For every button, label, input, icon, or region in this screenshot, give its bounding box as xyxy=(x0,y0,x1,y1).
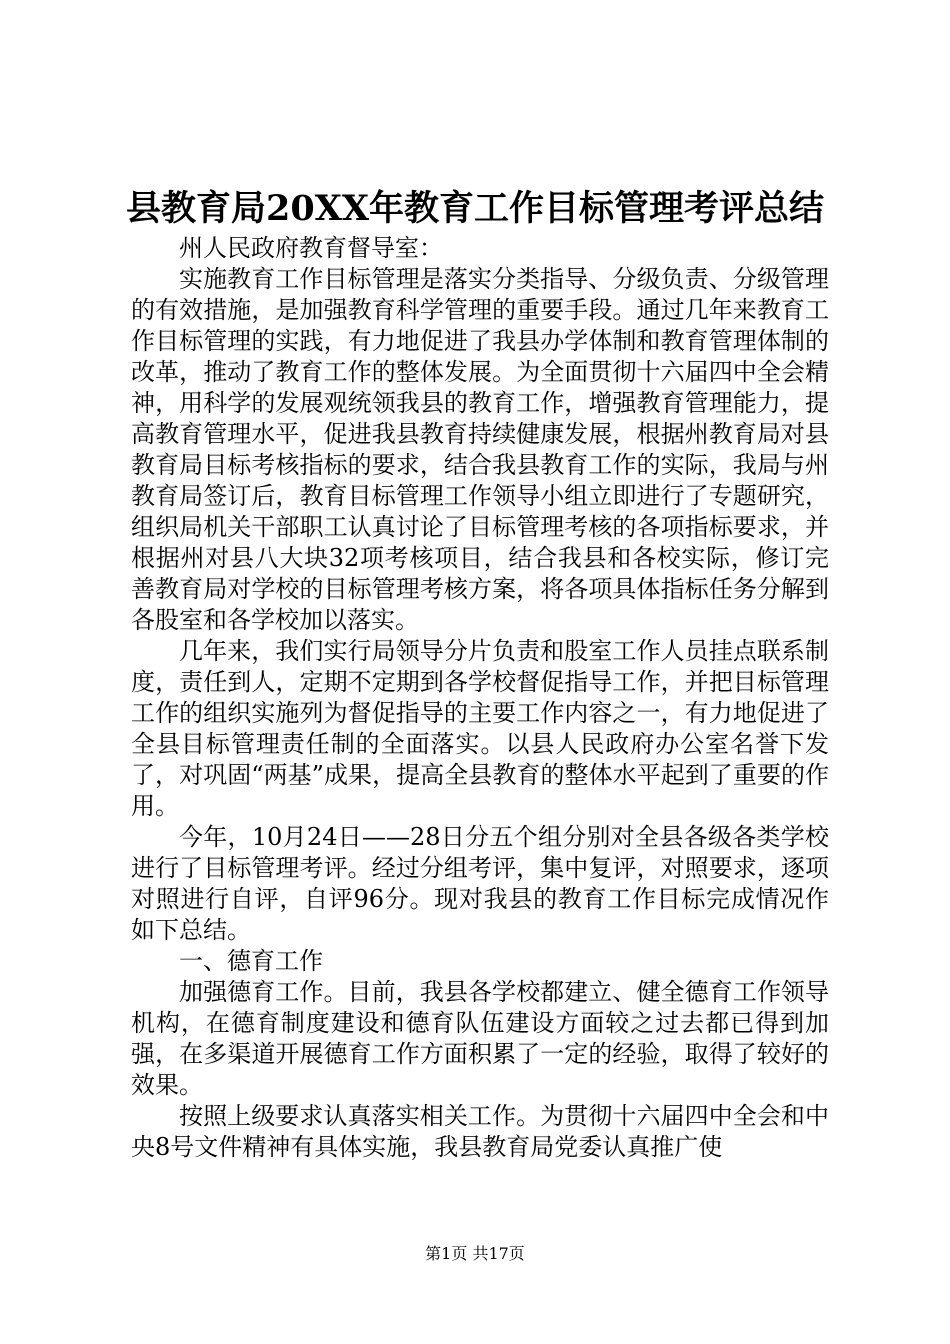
salutation: 州人民政府教育督导室： xyxy=(179,234,443,262)
page-footer: 第1页 共17页 xyxy=(425,1244,525,1263)
section-heading: 一、德育工作 xyxy=(179,947,323,975)
body-paragraph: 今年，10月24日——28日分五个组分别对全县各级各类学校进行了目标管理考评。经过分组考评，集中复评，对照要求，逐项对照进行自评，自评96分。现对我县的教育工作目标完成情况作如下总结。 xyxy=(131,823,829,944)
document-body xyxy=(131,233,829,1163)
body-paragraph: 按照上级要求认真落实相关工作。为贯彻十六届四中全会和中央8号文件精神有具体实施，我县教育局党委认真推广使 xyxy=(131,1102,829,1161)
document-title: 县教育局20XX年教育工作目标管理考评总结 xyxy=(125,188,825,229)
body-paragraph: 加强德育工作。目前，我县各学校都建立、健全德育工作领导机构，在德育制度建设和德育队伍建设方面较之过去都已得到加强，在多渠道开展德育工作方面积累了一定的经验，取得了较好的效果。 xyxy=(131,978,829,1099)
body-paragraph: 几年来，我们实行局领导分片负责和股室工作人员挂点联系制度，责任到人，定期不定期到各学校督促指导工作，并把目标管理工作的组织实施列为督促指导的主要工作内容之一，有力地促进了全县目标管理责任制的全面落实。以县人民政府办公室名誉下发了，对巩固“两基”成果，提高全县教育的整体水平起到了重要的作用。 xyxy=(131,637,829,820)
body-paragraph: 实施教育工作目标管理是落实分类指导、分级负责、分级管理的有效措施，是加强教育科学管理的重要手段。通过几年来教育工作目标管理的实践，有力地促进了我县办学体制和教育管理体制的改革，推动了教育工作的整体发展。为全面贯彻十六届四中全会精神，用科学的发展观统领我县的教育工作，增强教育管理能力，提高教育管理水平，促进我县教育持续健康发展，根据州教育局对县教育局目标考核指标的要求，结合我县教育工作的实际，我局与州教育局签订后，教育目标管理工作领导小组立即进行了专题研究，组织局机关干部职工认真讨论了目标管理考核的各项指标要求，并根据州对县八大块32项考核项目，结合我县和各校实际，修订完善教育局对学校的目标管理考核方案，将各项具体指标任务分解到各股室和各学校加以落实。 xyxy=(131,265,829,634)
